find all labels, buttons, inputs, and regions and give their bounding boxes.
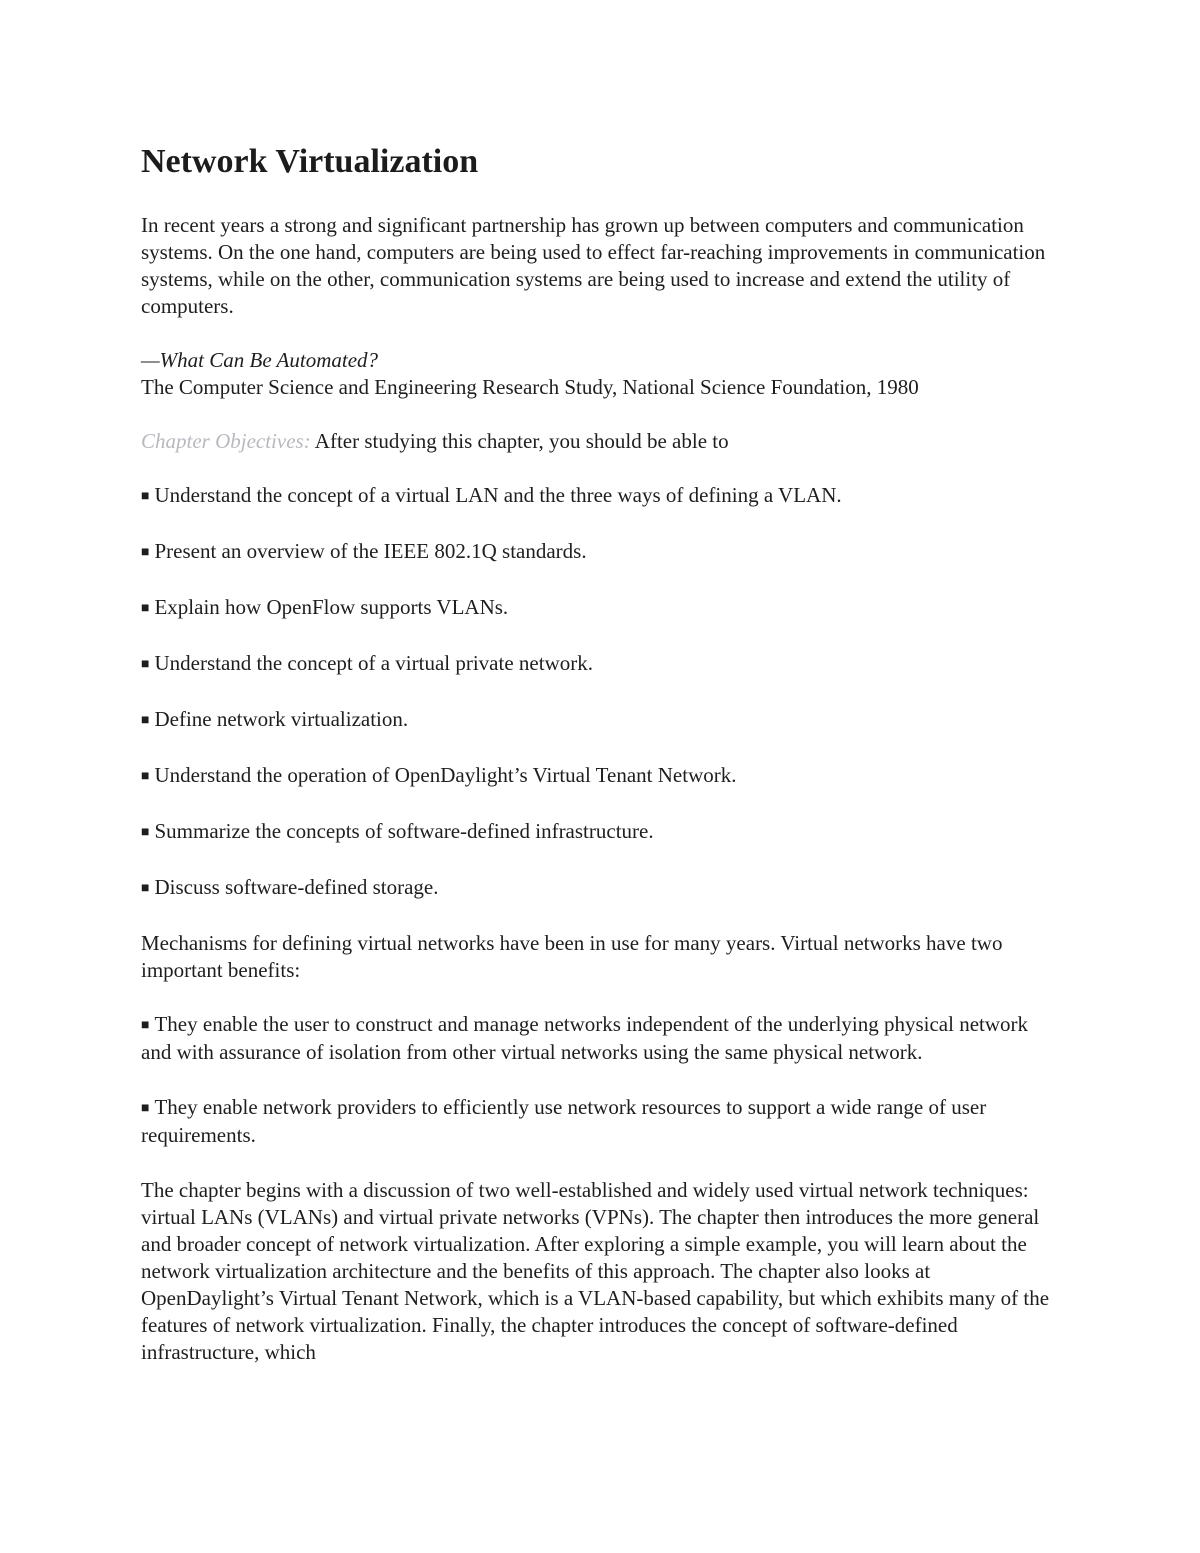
objective-text: Discuss software-defined storage. [154, 875, 439, 899]
page-title: Network Virtualization [141, 143, 479, 180]
bullet-square-icon: ■ [141, 713, 150, 728]
bullet-square-icon: ■ [141, 601, 150, 616]
objectives-heading [141, 428, 1061, 455]
objective-item [141, 706, 1061, 734]
objectives-label: Chapter Objectives: [141, 429, 311, 453]
objective-item [141, 650, 1061, 678]
bullet-square-icon: ■ [141, 545, 150, 560]
objective-item [141, 594, 1061, 622]
epigraph-attribution [141, 347, 1061, 401]
quote-source: —What Can Be Automated? [141, 348, 379, 372]
bullet-square-icon: ■ [141, 1018, 150, 1033]
bullet-square-icon: ■ [141, 489, 150, 504]
objective-text: Define network virtualization. [154, 707, 409, 731]
bullet-square-icon: ■ [141, 769, 150, 784]
bullet-square-icon: ■ [141, 825, 150, 840]
objectives-intro: After studying this chapter, you should be able to [310, 429, 729, 453]
benefit-text: They enable network providers to efficiently use network resources to support a wide range of user requirements. [141, 1095, 987, 1147]
objective-text: Summarize the concepts of software-defined infrastructure. [154, 819, 654, 843]
chapter-overview-paragraph: The chapter begins with a discussion of two well-established and widely used virtual network techniques: virtual LANs (VLANs) and virtual private networks (VPNs). The chapter then introduces the more general and broader concept of network virtualization. After exploring a simple example, you will learn about the network virtualization architecture and the benefits of this approach. The chapter also looks at OpenDaylight’s Virtual Tenant Network, which is a VLAN-based capability, but which exhibits many of the features of network virtualization. Finally, the chapter introduces the concept of software-defined infrastructure, which [141, 1178, 1050, 1364]
benefit-item [141, 1094, 1061, 1149]
objective-text: Present an overview of the IEEE 802.1Q standards. [154, 539, 587, 563]
study-citation: The Computer Science and Engineering Research Study, National Science Foundation, 1980 [141, 375, 919, 399]
objective-item [141, 482, 1061, 510]
benefit-item [141, 1011, 1061, 1066]
intro-paragraph: In recent years a strong and significant partnership has grown up between computers and communication systems. On the one hand, computers are being used to effect far-reaching improvements in communication systems, while on the other, communication systems are being used to increase and extend the utility of computers. [141, 213, 1046, 318]
objective-text: Understand the operation of OpenDaylight’s Virtual Tenant Network. [154, 763, 737, 787]
objective-item [141, 762, 1061, 790]
benefit-text: They enable the user to construct and manage networks independent of the underlying physical network and with assurance of isolation from other virtual networks using the same physical network. [141, 1012, 1029, 1064]
objective-item [141, 818, 1061, 846]
objective-text: Understand the concept of a virtual LAN and the three ways of defining a VLAN. [154, 483, 842, 507]
bullet-square-icon: ■ [141, 1101, 150, 1116]
objective-text: Understand the concept of a virtual private network. [154, 651, 593, 675]
objective-text: Explain how OpenFlow supports VLANs. [154, 595, 509, 619]
bullet-square-icon: ■ [141, 881, 150, 896]
mechanisms-paragraph: Mechanisms for defining virtual networks have been in use for many years. Virtual networks have two important benefits: [141, 931, 1003, 982]
document-body [141, 140, 1061, 1366]
bullet-square-icon: ■ [141, 657, 150, 672]
objective-item [141, 538, 1061, 566]
objective-item [141, 874, 1061, 902]
